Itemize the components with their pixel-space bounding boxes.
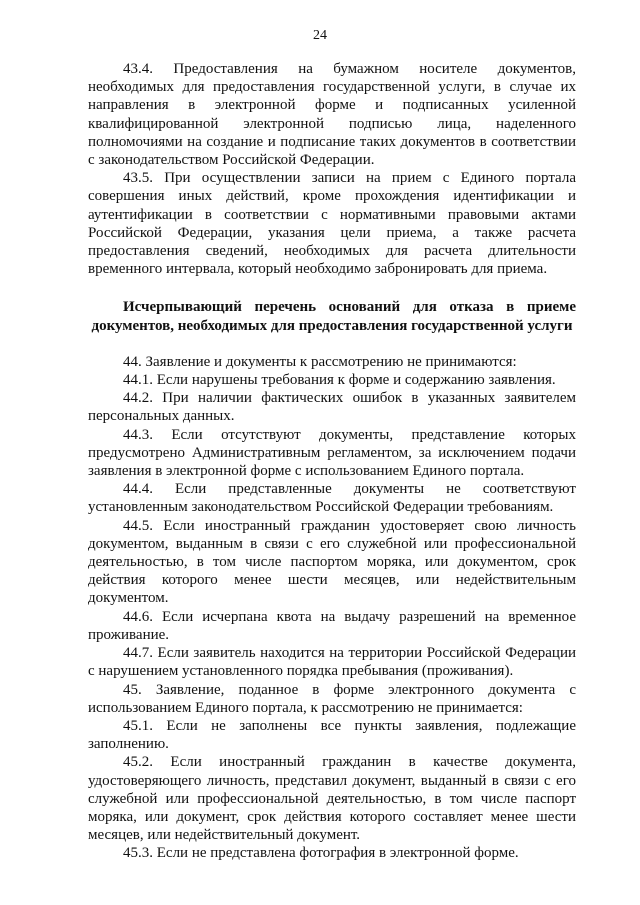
paragraph-44-5: 44.5. Если иностранный гражданин удостоверяет свою личность документом, выданным в связи с его служебной или профессиональной деятельностью, в том числе паспортом моряка, или документом, срок действия которого менее шести месяцев, или недействительным документом. <box>88 517 576 607</box>
paragraph-44-3: 44.3. Если отсутствуют документы, представление которых предусмотрено Административным регламентом, за исключением подачи заявления в электронной форме с использованием Единого портала. <box>88 426 576 480</box>
section-heading: Исчерпывающий перечень оснований для отказа в приеме документов, необходимых для предоставления государственной услуги <box>91 299 576 334</box>
page-number: 24 <box>313 28 327 43</box>
paragraph-43-5: 43.5. При осуществлении записи на прием с Единого портала совершения иных действий, кроме прохождения идентификации и аутентификации в соответствии с нормативными правовыми актами Российской Федерации, указания цели приема, а также расчета предоставления сведений, необходимых для расчета длительности временного интервала, который необходимо забронировать для приема. <box>88 170 576 278</box>
paragraph-44: 44. Заявление и документы к рассмотрению не принимаются: <box>123 353 517 370</box>
paragraph-44-6: 44.6. Если исчерпана квота на выдачу разрешений на временное проживание. <box>88 608 576 643</box>
paragraph-44-7: 44.7. Если заявитель находится на территории Российской Федерации с нарушением установленного порядка пребывания (проживания). <box>88 645 576 680</box>
paragraph-45-2: 45.2. Если иностранный гражданин в качестве документа, удостоверяющего личность, представил документ, выданный в связи с его служебной или профессиональной деятельностью, в том числе паспорт моряка, или документ, срок действия которого составляет менее шести месяцев, или недействительный документ. <box>88 754 576 844</box>
document-body <box>88 60 576 863</box>
paragraph-44-4: 44.4. Если представленные документы не соответствуют установленным законодательством Российской Федерации требованиям. <box>88 481 576 516</box>
paragraph-44-2: 44.2. При наличии фактических ошибок в указанных заявителем персональных данных. <box>88 390 576 425</box>
paragraph-45-3: 45.3. Если не представлена фотография в электронной форме. <box>123 845 519 862</box>
paragraph-43-4: 43.4. Предоставления на бумажном носителе документов, необходимых для предоставления государственной услуги, в случае их направления в электронной форме и подписанных усиленной квалифицированной электронной подписью лица, наделенного полномочиями на создание и подписание таких документов в соответствии с законодательством Российской Федерации. <box>88 61 576 169</box>
paragraph-44-1: 44.1. Если нарушены требования к форме и содержанию заявления. <box>123 372 556 389</box>
paragraph-45: 45. Заявление, поданное в форме электронного документа с использованием Единого портала, к рассмотрению не принимается: <box>88 681 576 716</box>
paragraph-45-1: 45.1. Если не заполнены все пункты заявления, подлежащие заполнению. <box>88 717 576 753</box>
